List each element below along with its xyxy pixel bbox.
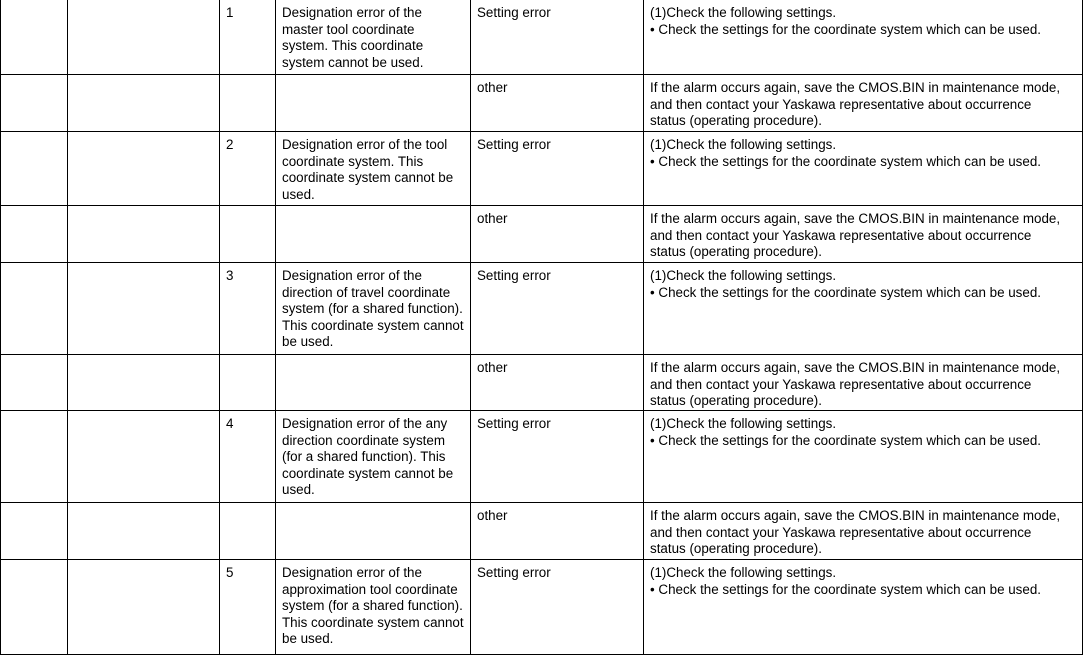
alarm-number-cell xyxy=(1,132,68,206)
remedy-cell xyxy=(644,560,1083,655)
alarm-name-cell xyxy=(68,503,220,560)
remedy-cell xyxy=(644,206,1083,263)
table-row xyxy=(1,75,1083,132)
remedy-line: If the alarm occurs again, save the CMOS.BIN in maintenance mode, xyxy=(650,360,1061,375)
table-row xyxy=(1,355,1083,411)
alarm-number-cell xyxy=(1,206,68,263)
remedy-line: status (operating procedure). xyxy=(650,393,822,409)
remedy-line: and then contact your Yaskawa representative about occurrence xyxy=(650,524,1032,540)
cause-cell: other xyxy=(471,75,644,132)
alarm-name-cell xyxy=(68,411,220,503)
meaning-cell xyxy=(276,503,471,560)
alarm-number-cell xyxy=(1,503,68,560)
remedy-line: • Check the settings for the coordinate system which can be used. xyxy=(650,581,1041,597)
remedy-cell xyxy=(644,355,1083,411)
remedy-line: status (operating procedure). xyxy=(650,113,822,129)
table-row xyxy=(1,132,1083,206)
meaning-cell: Designation error of the tool coordinate system. This coordinate system cannot be used. xyxy=(276,132,471,206)
remedy-line: If the alarm occurs again, save the CMOS.BIN in maintenance mode, xyxy=(650,80,1061,95)
remedy-line: status (operating procedure). xyxy=(650,244,822,260)
cause-cell: Setting error xyxy=(471,411,644,503)
sub-code-cell xyxy=(220,355,276,411)
alarm-name-cell xyxy=(68,355,220,411)
alarm-number-cell xyxy=(1,411,68,503)
remedy-line: • Check the settings for the coordinate system which can be used. xyxy=(650,432,1041,448)
cause-cell: other xyxy=(471,206,644,263)
remedy-line: (1)Check the following settings. xyxy=(650,268,837,283)
meaning-cell: Designation error of the direction of travel coordinate system (for a shared function). This coordinate system cannot be used. xyxy=(276,263,471,355)
remedy-line: (1)Check the following settings. xyxy=(650,416,837,431)
sub-code-cell xyxy=(220,75,276,132)
remedy-cell xyxy=(644,411,1083,503)
remedy-cell xyxy=(644,263,1083,355)
cause-cell: Setting error xyxy=(471,263,644,355)
meaning-cell: Designation error of the master tool coordinate system. This coordinate system cannot be used. xyxy=(276,0,471,75)
remedy-line: • Check the settings for the coordinate system which can be used. xyxy=(650,21,1041,37)
alarm-number-cell xyxy=(1,0,68,75)
meaning-cell: Designation error of the approximation tool coordinate system (for a shared function). This coordinate system cannot be used. xyxy=(276,560,471,655)
meaning-cell xyxy=(276,75,471,132)
remedy-line: If the alarm occurs again, save the CMOS.BIN in maintenance mode, xyxy=(650,211,1061,226)
alarm-name-cell xyxy=(68,560,220,655)
sub-code-cell: 1 xyxy=(220,0,276,75)
meaning-cell xyxy=(276,206,471,263)
cause-cell: Setting error xyxy=(471,560,644,655)
remedy-line: If the alarm occurs again, save the CMOS.BIN in maintenance mode, xyxy=(650,508,1061,523)
table-row xyxy=(1,411,1083,503)
meaning-cell xyxy=(276,355,471,411)
sub-code-cell xyxy=(220,503,276,560)
sub-code-cell: 2 xyxy=(220,132,276,206)
sub-code-cell: 3 xyxy=(220,263,276,355)
cause-cell: Setting error xyxy=(471,132,644,206)
alarm-number-cell xyxy=(1,75,68,132)
remedy-line: and then contact your Yaskawa representative about occurrence xyxy=(650,227,1032,243)
alarm-name-cell xyxy=(68,75,220,132)
sub-code-cell: 5 xyxy=(220,560,276,655)
cause-cell: other xyxy=(471,355,644,411)
remedy-line: (1)Check the following settings. xyxy=(650,137,837,152)
remedy-cell xyxy=(644,75,1083,132)
alarm-number-cell xyxy=(1,560,68,655)
table-row xyxy=(1,503,1083,560)
remedy-line: • Check the settings for the coordinate system which can be used. xyxy=(650,153,1041,169)
alarm-name-cell xyxy=(68,132,220,206)
remedy-line: (1)Check the following settings. xyxy=(650,5,837,20)
cause-cell: Setting error xyxy=(471,0,644,75)
sub-code-cell xyxy=(220,206,276,263)
remedy-line: • Check the settings for the coordinate system which can be used. xyxy=(650,284,1041,300)
remedy-line: and then contact your Yaskawa representative about occurrence xyxy=(650,376,1032,392)
meaning-cell: Designation error of the any direction coordinate system (for a shared function). This coordinate system cannot be used. xyxy=(276,411,471,503)
remedy-line: status (operating procedure). xyxy=(650,541,822,557)
alarm-name-cell xyxy=(68,206,220,263)
alarm-name-cell xyxy=(68,0,220,75)
alarm-name-cell xyxy=(68,263,220,355)
cause-cell: other xyxy=(471,503,644,560)
remedy-cell xyxy=(644,132,1083,206)
remedy-line: and then contact your Yaskawa representative about occurrence xyxy=(650,96,1032,112)
remedy-line: (1)Check the following settings. xyxy=(650,565,837,580)
remedy-cell xyxy=(644,0,1083,75)
remedy-cell xyxy=(644,503,1083,560)
table-row xyxy=(1,206,1083,263)
alarm-number-cell xyxy=(1,263,68,355)
table-row xyxy=(1,263,1083,355)
sub-code-cell: 4 xyxy=(220,411,276,503)
table-row xyxy=(1,0,1083,75)
table-row xyxy=(1,560,1083,655)
alarm-number-cell xyxy=(1,355,68,411)
